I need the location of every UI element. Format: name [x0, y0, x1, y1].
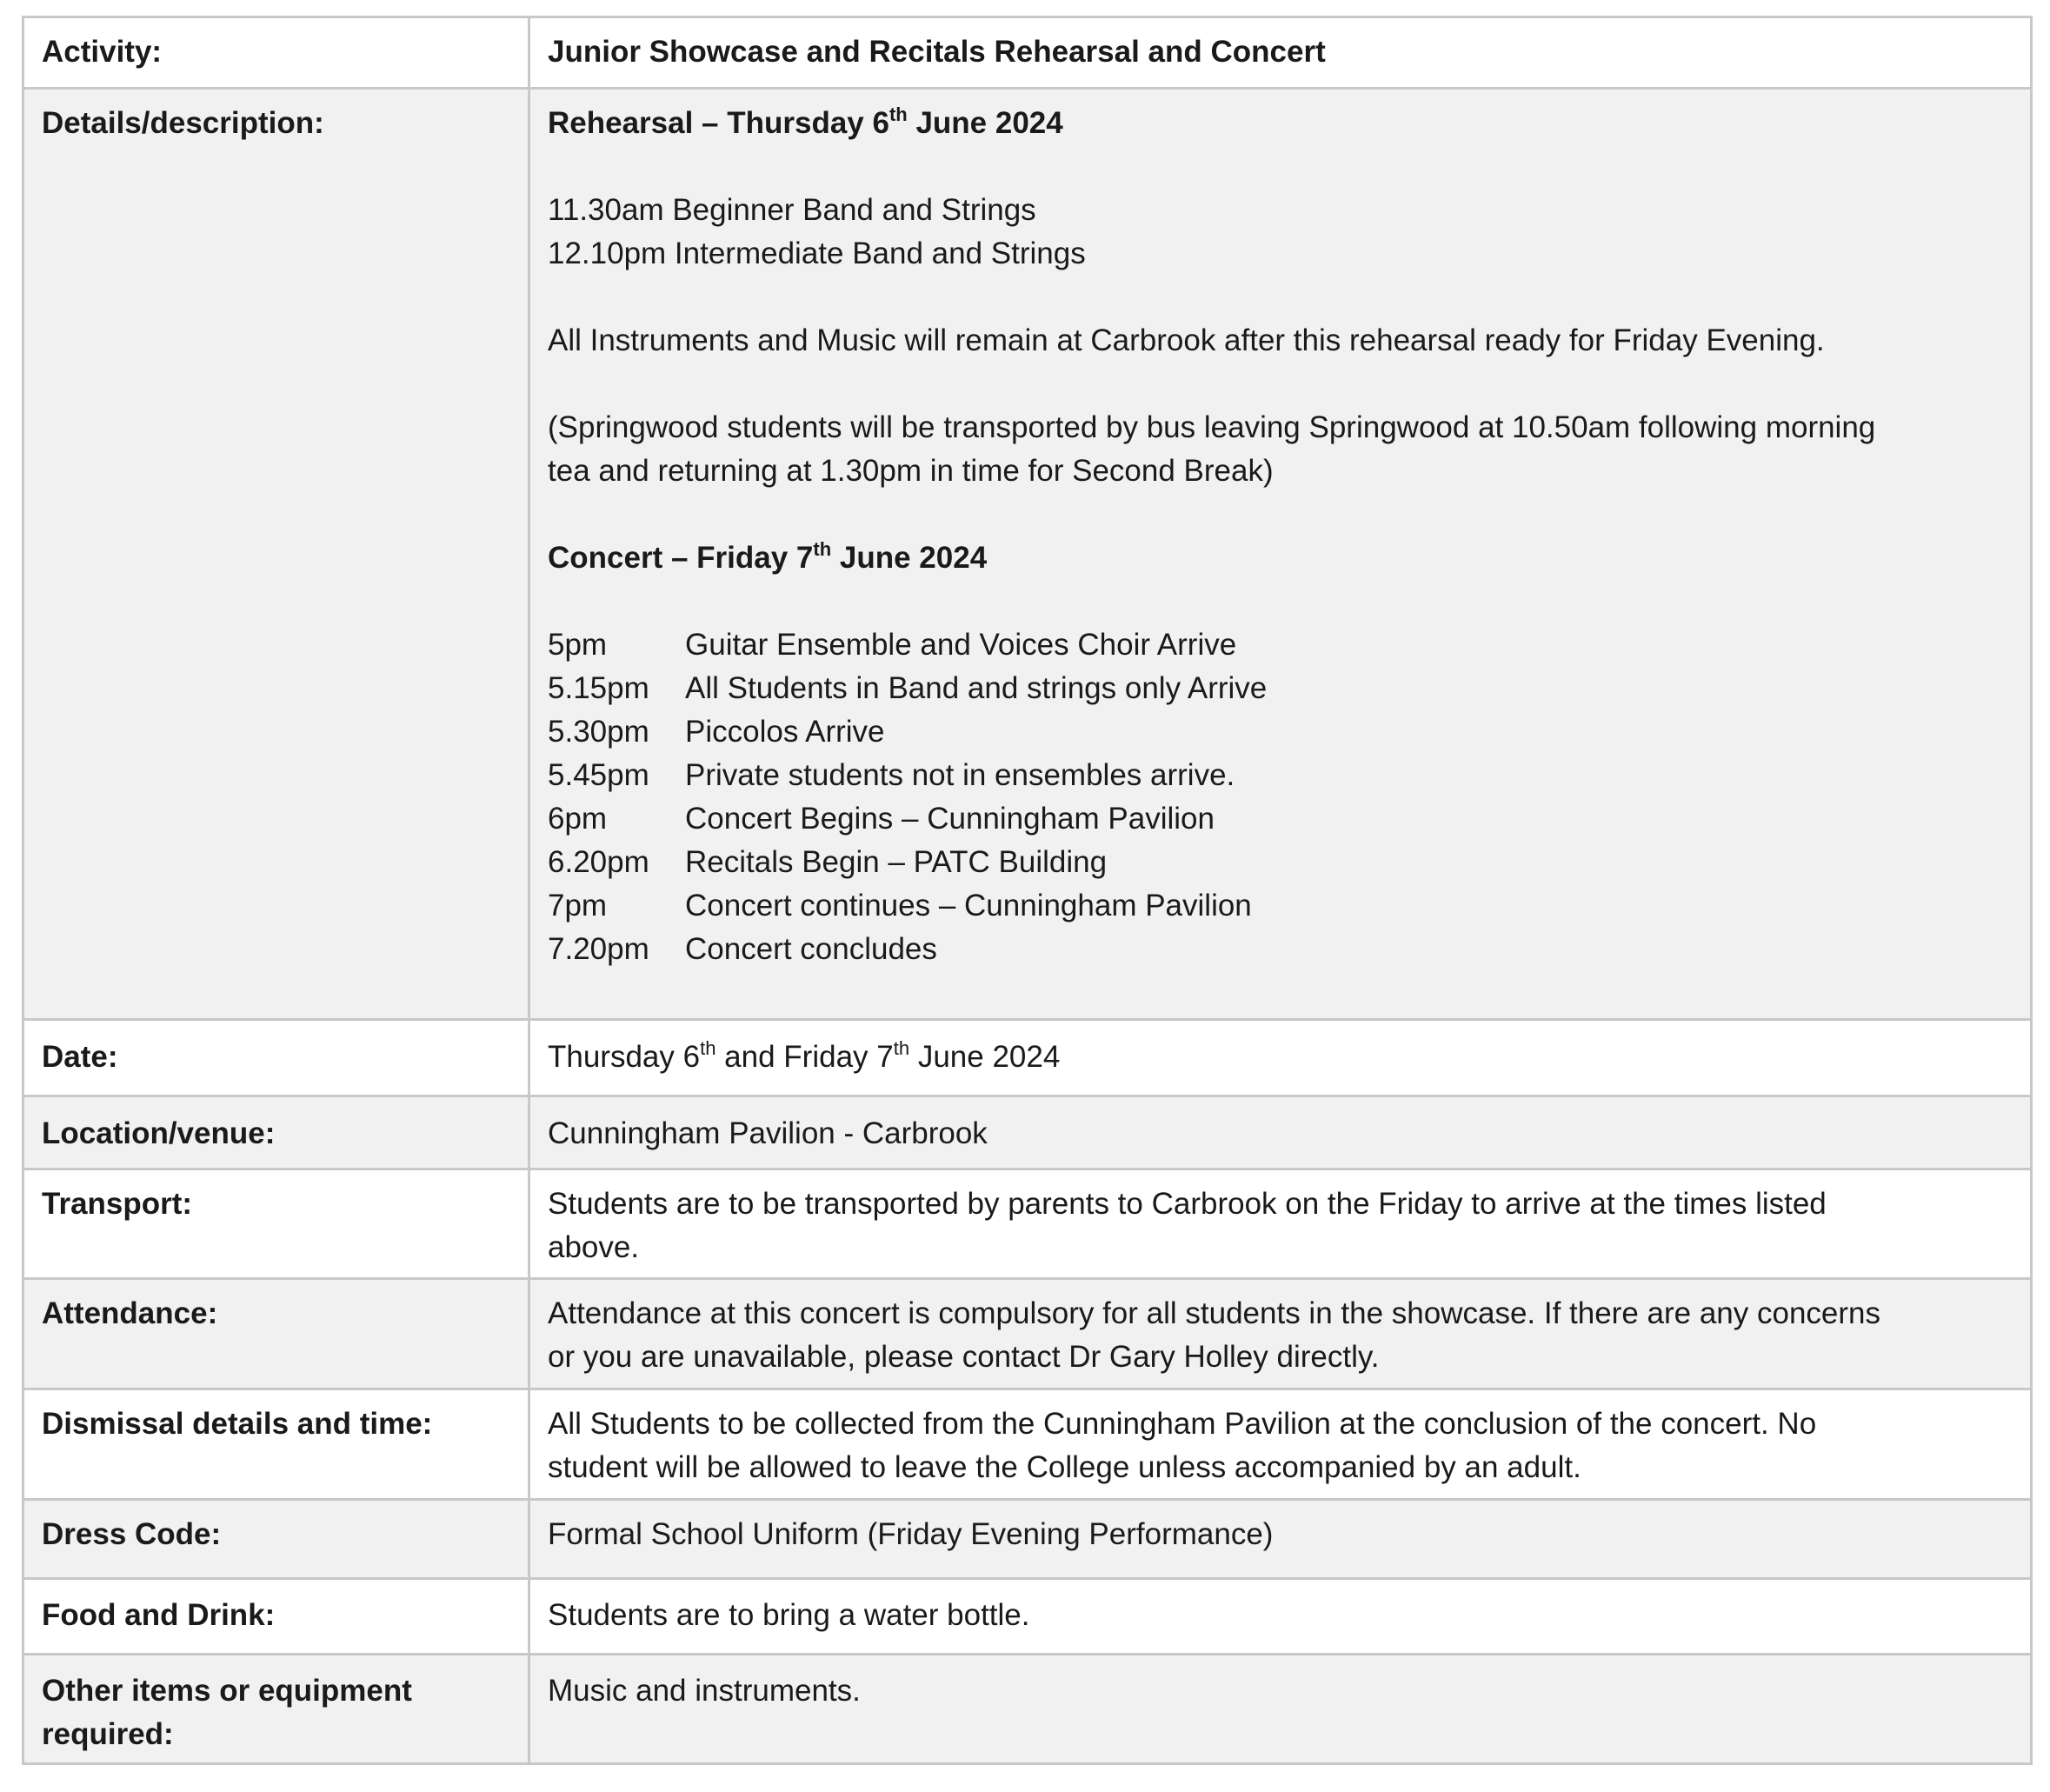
schedule-time: 5.15pm — [548, 671, 649, 705]
concert-heading: Concert – Friday 7th June 2024 — [548, 538, 988, 575]
date-label: Date: — [23, 1020, 529, 1096]
schedule-desc: Piccolos Arrive — [685, 715, 885, 749]
food-value: Students are to bring a water bottle. — [529, 1579, 2032, 1655]
food-label: Food and Drink: — [23, 1579, 529, 1655]
schedule-desc: Concert concludes — [685, 932, 937, 966]
dismissal-value: All Students to be collected from the Cunningham Pavilion at the conclusion of the concert. No student will be allowed to leave the College unless accompanied by an adult. — [529, 1389, 2032, 1500]
schedule-time: 5.45pm — [548, 758, 649, 792]
row-date — [23, 1020, 2032, 1096]
row-dismissal — [23, 1389, 2032, 1500]
activity-info-table — [22, 16, 2033, 1765]
schedule-item — [548, 884, 2013, 928]
schedule-time: 7pm — [548, 889, 608, 923]
date-value: Thursday 6th and Friday 7th June 2024 — [529, 1020, 2032, 1096]
location-label: Location/venue: — [23, 1096, 529, 1169]
transport-label: Transport: — [23, 1169, 529, 1279]
schedule-item — [548, 841, 2013, 884]
row-dress-code — [23, 1500, 2032, 1579]
springwood-note-line2: tea and returning at 1.30pm in time for Second Break) — [548, 454, 1274, 488]
row-food — [23, 1579, 2032, 1655]
activity-value: Junior Showcase and Recitals Rehearsal and Concert — [529, 17, 2032, 89]
schedule-item — [548, 710, 2013, 754]
activity-label: Activity: — [23, 17, 529, 89]
attendance-label: Attendance: — [23, 1279, 529, 1389]
schedule-desc: Guitar Ensemble and Voices Choir Arrive — [685, 628, 1237, 662]
other-items-label: Other items or equipment required: — [23, 1655, 529, 1764]
schedule-item — [548, 667, 2013, 710]
row-activity — [23, 17, 2032, 89]
schedule-time: 6pm — [548, 802, 608, 836]
schedule-desc: Recitals Begin – PATC Building — [685, 845, 1108, 879]
schedule-desc: All Students in Band and strings only Arrive — [685, 671, 1268, 705]
details-value — [529, 89, 2032, 1020]
rehearsal-time-intermediate: 12.10pm Intermediate Band and Strings — [548, 236, 1086, 270]
schedule-desc: Concert Begins – Cunningham Pavilion — [685, 802, 1215, 836]
row-details — [23, 89, 2032, 1020]
dismissal-label: Dismissal details and time: — [23, 1389, 529, 1500]
details-label: Details/description: — [23, 89, 529, 1020]
row-other-items — [23, 1655, 2032, 1764]
rehearsal-heading: Rehearsal – Thursday 6th June 2024 — [548, 103, 1063, 140]
schedule-desc: Concert continues – Cunningham Pavilion — [685, 889, 1252, 923]
row-location — [23, 1096, 2032, 1169]
schedule-item — [548, 928, 2013, 971]
rehearsal-time-beginner: 11.30am Beginner Band and Strings — [548, 193, 1036, 227]
dress-code-value: Formal School Uniform (Friday Evening Performance) — [529, 1500, 2032, 1579]
schedule-time: 5pm — [548, 628, 608, 662]
attendance-value: Attendance at this concert is compulsory for all students in the showcase. If there are any concerns or you are unavailable, please contact Dr Gary Holley directly. — [529, 1279, 2032, 1389]
transport-value: Students are to be transported by parents to Carbrook on the Friday to arrive at the times listed above. — [529, 1169, 2032, 1279]
row-transport — [23, 1169, 2032, 1279]
dress-code-label: Dress Code: — [23, 1500, 529, 1579]
schedule-time: 6.20pm — [548, 845, 649, 879]
springwood-note-line1: (Springwood students will be transported by bus leaving Springwood at 10.50am following morning — [548, 410, 1876, 444]
schedule-desc: Private students not in ensembles arrive. — [685, 758, 1235, 792]
row-attendance — [23, 1279, 2032, 1389]
schedule-time: 7.20pm — [548, 932, 649, 966]
schedule-time: 5.30pm — [548, 715, 649, 749]
other-items-value: Music and instruments. — [529, 1655, 2032, 1764]
schedule-item — [548, 797, 2013, 841]
instruments-note: All Instruments and Music will remain at Carbrook after this rehearsal ready for Friday Evening. — [548, 323, 1825, 357]
schedule-item — [548, 623, 2013, 667]
location-value: Cunningham Pavilion - Carbrook — [529, 1096, 2032, 1169]
schedule-item — [548, 754, 2013, 797]
